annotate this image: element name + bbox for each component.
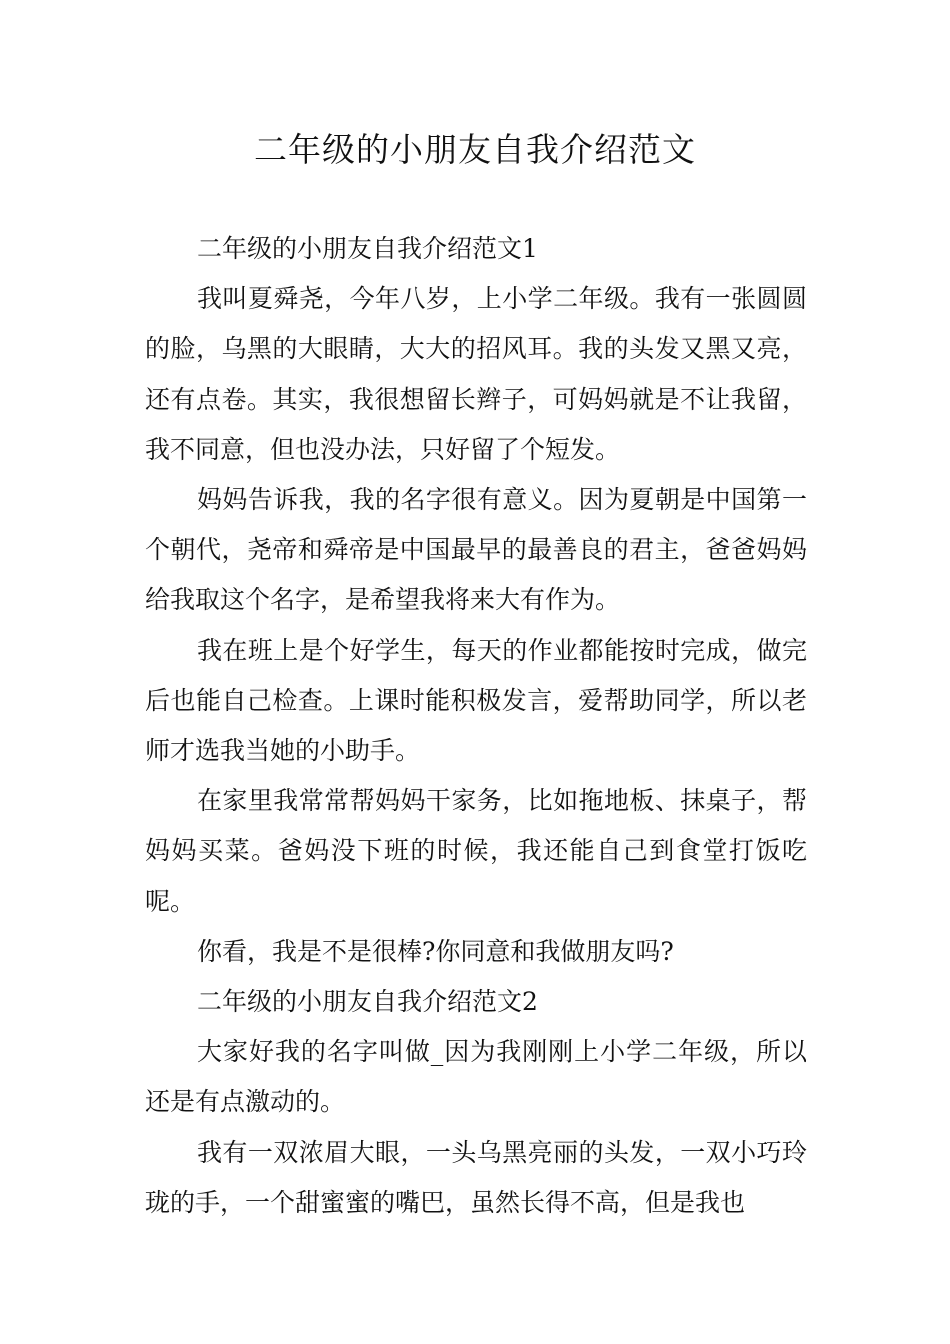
paragraph: 我有一双浓眉大眼，一头乌黑亮丽的头发，一双小巧玲珑的手，一个甜蜜蜜的嘴巴，虽然长得不高，但是我也 (145, 1137, 807, 1217)
section-heading-1: 二年级的小朋友自我介绍范文1 (197, 234, 538, 263)
section-heading-2: 二年级的小朋友自我介绍范文2 (197, 987, 538, 1017)
paragraph: 在家里我常常帮妈妈干家务，比如拖地板、抹桌子，帮妈妈买菜。爸妈没下班的时候，我还能自己到食堂打饭吃呢。 (145, 786, 807, 916)
paragraph: 大家好我的名字叫做_因为我刚刚上小学二年级，所以还是有点激动的。 (145, 1037, 807, 1117)
paragraph: 你看，我是不是很棒?你同意和我做朋友吗? (197, 936, 674, 966)
document-body (145, 224, 807, 1228)
document-title: 二年级的小朋友自我介绍范文 (254, 130, 696, 169)
paragraph: 我在班上是个好学生，每天的作业都能按时完成，做完后也能自己检查。上课时能积极发言，爱帮助同学，所以老师才选我当她的小助手。 (145, 635, 807, 766)
paragraph: 妈妈告诉我，我的名字很有意义。因为夏朝是中国第一个朝代，尧帝和舜帝是中国最早的最善良的君主，爸爸妈妈给我取这个名字，是希望我将来大有作为。 (145, 485, 807, 615)
paragraph: 我叫夏舜尧，今年八岁，上小学二年级。我有一张圆圆的脸，乌黑的大眼睛，大大的招风耳。我的头发又黑又亮，还有点卷。其实，我很想留长辫子，可妈妈就是不让我留，我不同意，但也没办法，只好留了个短发。 (145, 284, 807, 464)
